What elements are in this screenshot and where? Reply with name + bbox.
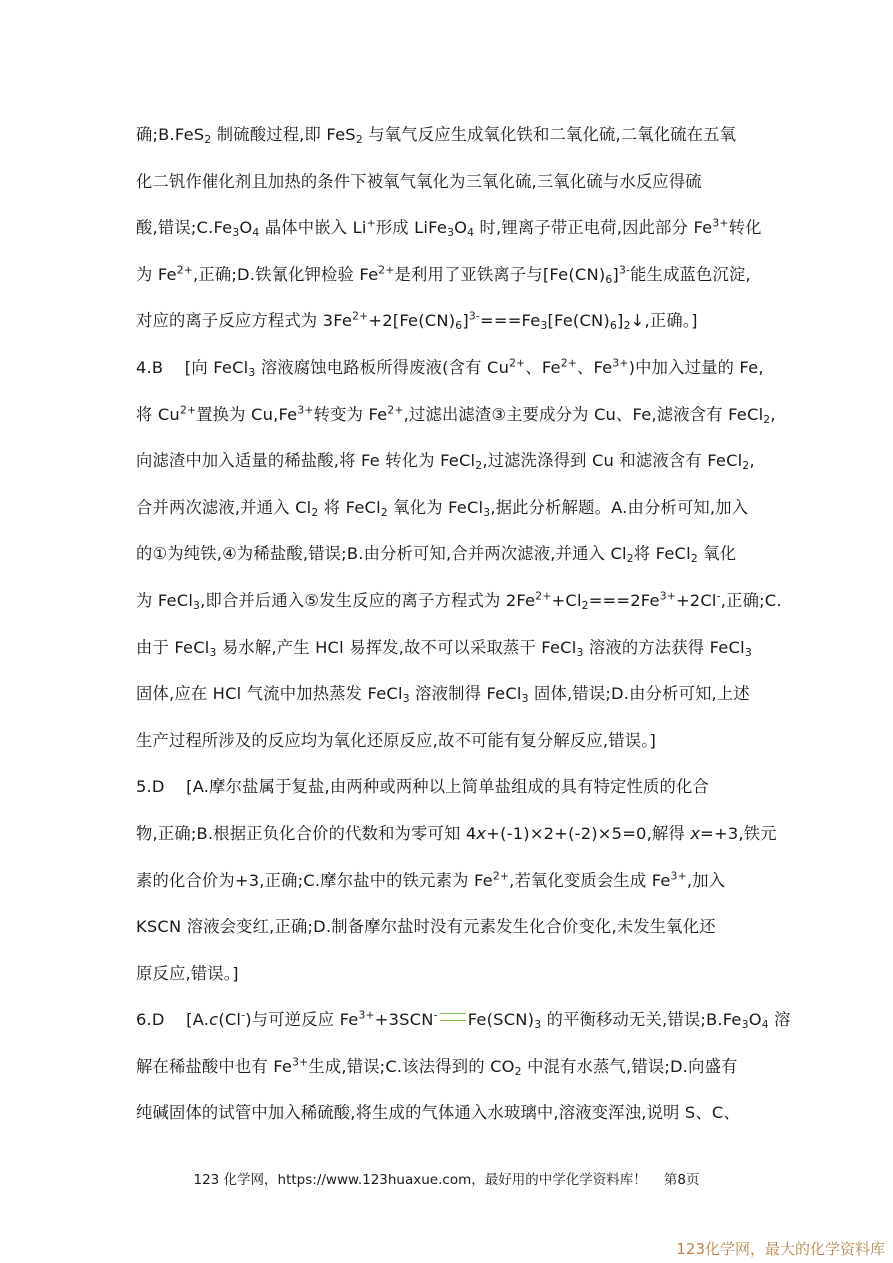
text-line xyxy=(136,438,758,485)
text-segment: ] xyxy=(462,311,469,331)
text-line xyxy=(136,159,758,206)
text-line xyxy=(136,1044,758,1091)
text-segment: ,正确;C. xyxy=(720,590,782,610)
text-segment: ,正确;D.铁氰化钾检验 Fe xyxy=(193,264,379,284)
text-segment: 物,正确;B.根据正负化合价的代数和为零可知 4 xyxy=(136,823,477,843)
text-segment: 溶液的方法获得 FeCl xyxy=(583,637,745,657)
text-segment: 溶液腐蚀电路板所得废液(含有 Cu xyxy=(255,357,510,377)
subscript: 3 xyxy=(744,645,752,659)
text-line xyxy=(136,578,782,625)
superscript: - xyxy=(241,1008,246,1022)
text-segment: ↓,正确。] xyxy=(630,311,698,331)
subscript: 6 xyxy=(609,319,618,333)
text-segment: 、Fe xyxy=(576,357,613,377)
italic-variable: x xyxy=(476,823,487,843)
text-segment: ,即合并后通入⑤发生反应的离子方程式为 2Fe xyxy=(200,590,536,610)
subscript: 2 xyxy=(475,459,483,473)
text-line xyxy=(136,718,758,765)
subscript: 2 xyxy=(626,552,634,566)
superscript: 3+ xyxy=(712,216,729,230)
superscript: 3+ xyxy=(358,1008,375,1022)
text-line xyxy=(136,811,777,858)
text-segment: 时,锂离子带正电荷,因此部分 Fe xyxy=(474,218,713,238)
text-segment: +(-1)×2+(-2)×5=0,解得 xyxy=(486,823,691,843)
subscript: 2 xyxy=(311,505,319,519)
subscript: 3 xyxy=(248,365,256,379)
text-segment: KSCN 溶液会变红,正确;D.制备摩尔盐时没有元素发生化合价变化,未发生氧化还 xyxy=(136,917,716,937)
page-footer xyxy=(0,1168,893,1188)
subscript: 2 xyxy=(514,1064,522,1078)
superscript: + xyxy=(366,216,376,230)
subscript: 6 xyxy=(455,319,463,333)
text-segment: 与氧气反应生成氧化铁和二氧化硫,二氧化硫在五氧 xyxy=(362,125,737,144)
subscript: 3 xyxy=(534,1018,542,1032)
text-segment: ===2Fe xyxy=(588,590,660,610)
subscript: 4 xyxy=(467,226,475,240)
superscript: 2+ xyxy=(535,589,552,603)
text-segment: O xyxy=(239,218,253,238)
superscript: - xyxy=(433,1008,438,1022)
text-segment: 将 Cu xyxy=(136,404,180,424)
text-segment: =+3,铁元 xyxy=(700,823,777,843)
text-segment: 固体,错误;D.由分析可知,上述 xyxy=(528,684,750,704)
text-segment: O xyxy=(454,218,468,238)
subscript: 2 xyxy=(355,133,363,146)
text-line xyxy=(136,112,758,159)
text-line xyxy=(136,764,758,811)
text-line xyxy=(136,485,758,532)
page-number: 第8页 xyxy=(663,1172,700,1188)
superscript: 2+ xyxy=(176,263,193,277)
subscript: 3 xyxy=(402,692,410,706)
subscript: 3 xyxy=(483,505,491,519)
superscript: 3+ xyxy=(612,356,629,370)
text-line xyxy=(136,858,758,905)
text-segment: [Fe(CN) xyxy=(547,311,610,331)
text-line xyxy=(136,392,776,439)
subscript: 3 xyxy=(521,692,529,706)
text-segment: 酸,错误;C.Fe xyxy=(136,218,233,238)
text-segment: ,若氧化变质会生成 Fe xyxy=(509,870,671,890)
equilibrium-arrow-icon xyxy=(440,1013,466,1021)
text-segment: 纯碱固体的试管中加入稀硫酸,将生成的气体通入水玻璃中,溶液变浑浊,说明 S、C、 xyxy=(136,1103,740,1123)
text-segment: 氧化 xyxy=(697,544,737,564)
text-segment: +3SCN xyxy=(374,1010,434,1030)
text-line xyxy=(136,1090,758,1137)
text-segment: +2Cl xyxy=(675,590,717,610)
text-segment: 原反应,错误。] xyxy=(136,963,239,983)
superscript: 2+ xyxy=(378,263,395,277)
superscript: 2+ xyxy=(560,356,577,370)
text-segment: 晶体中嵌入 Li xyxy=(259,218,367,238)
subscript: 2 xyxy=(581,598,589,612)
text-segment: 置换为 Cu,Fe xyxy=(196,404,298,424)
text-segment: )中加入过量的 Fe, xyxy=(628,357,764,377)
text-segment: 是利用了亚铁离子与[Fe(CN) xyxy=(394,264,606,284)
subscript: 2 xyxy=(204,133,212,146)
text-segment: )与可逆反应 Fe xyxy=(245,1010,359,1030)
subscript: 3 xyxy=(232,226,240,240)
text-line xyxy=(136,951,758,998)
text-segment: 生产过程所涉及的反应均为氧化还原反应,故不可能有复分解反应,错误。] xyxy=(136,730,657,750)
text-segment: 化二钒作催化剂且加热的条件下被氧气氧化为三氧化硫,三氧化硫与水反应得硫 xyxy=(136,171,702,191)
text-segment: 解在稀盐酸中也有 Fe xyxy=(136,1056,293,1076)
text-segment: 确;B.FeS xyxy=(136,125,205,144)
superscript: 2+ xyxy=(492,868,510,882)
text-line xyxy=(136,625,758,672)
text-segment: ,据此分析解题。A.由分析可知,加入 xyxy=(490,497,749,517)
text-segment: 6.D [A. xyxy=(136,1010,210,1030)
text-segment: +Cl xyxy=(551,590,582,610)
text-line xyxy=(136,904,758,951)
subscript: 6 xyxy=(605,272,613,286)
superscript: 3+ xyxy=(659,589,676,603)
text-segment: 溶 xyxy=(768,1010,791,1030)
text-segment: 转化 xyxy=(728,218,762,238)
superscript: - xyxy=(716,589,721,603)
text-segment: 转变为 Fe xyxy=(313,404,388,424)
text-segment: , xyxy=(749,451,755,471)
superscript: 3- xyxy=(468,309,481,323)
text-segment: 中混有水蒸气,错误;D.向盛有 xyxy=(521,1056,738,1076)
text-segment: 向滤渣中加入适量的稀盐酸,将 Fe 转化为 FeCl xyxy=(136,451,476,471)
text-line xyxy=(136,531,758,578)
text-segment: ,过滤出滤渣③主要成分为 Cu、Fe,滤液含有 FeCl xyxy=(403,404,764,424)
text-segment: 氧化为 FeCl xyxy=(387,497,484,517)
subscript: 3 xyxy=(447,226,455,240)
text-segment: ===Fe xyxy=(480,311,541,331)
text-line xyxy=(136,252,758,299)
text-segment: +2[Fe(CN) xyxy=(368,311,456,331)
subscript: 2 xyxy=(380,505,388,519)
text-segment: (Cl xyxy=(218,1010,242,1030)
subscript: 4 xyxy=(761,1018,769,1032)
subscript: 3 xyxy=(540,319,548,333)
text-segment: 将 FeCl xyxy=(318,497,381,517)
text-line xyxy=(136,671,758,718)
superscript: 3+ xyxy=(297,402,314,416)
text-segment: 素的化合价为+3,正确;C.摩尔盐中的铁元素为 Fe xyxy=(136,870,493,890)
text-segment: 固体,应在 HCl 气流中加热蒸发 FeCl xyxy=(136,684,403,704)
superscript: 3- xyxy=(618,263,631,277)
text-line xyxy=(136,205,762,252)
text-segment: 能生成蓝色沉淀, xyxy=(630,264,751,284)
subscript: 2 xyxy=(742,459,750,473)
superscript: 2+ xyxy=(352,309,369,323)
text-segment: 对应的离子反应方程式为 3Fe xyxy=(136,311,353,331)
subscript: 2 xyxy=(690,552,698,566)
subscript: 3 xyxy=(209,645,217,659)
text-segment: ] xyxy=(612,264,619,284)
text-segment: , xyxy=(770,404,776,424)
italic-variable: x xyxy=(690,823,701,843)
text-segment: O xyxy=(748,1010,762,1030)
subscript: 3 xyxy=(193,598,201,612)
superscript: 2+ xyxy=(509,356,526,370)
subscript: 2 xyxy=(623,319,631,333)
text-segment: 5.D [A.摩尔盐属于复盐,由两种或两种以上简单盐组成的具有特定性质的化合 xyxy=(136,777,709,797)
text-segment: 制硫酸过程,即 FeS xyxy=(211,125,356,144)
text-segment: 由于 FeCl xyxy=(136,637,210,657)
text-segment: 形成 LiFe xyxy=(375,218,448,238)
text-segment: 易水解,产生 HCl 易挥发,故不可以采取蒸干 FeCl xyxy=(216,637,577,657)
italic-variable: c xyxy=(209,1010,219,1030)
text-line xyxy=(136,345,764,392)
text-segment: 的平衡移动无关,错误;B.Fe xyxy=(541,1010,742,1030)
site-watermark: 123化学网，最大的化学资料库 xyxy=(676,1240,885,1258)
subscript: 3 xyxy=(741,1018,749,1032)
text-line xyxy=(136,298,758,345)
text-segment: 的①为纯铁,④为稀盐酸,错误;B.由分析可知,合并两次滤液,并通入 Cl xyxy=(136,544,627,564)
superscript: 2+ xyxy=(387,402,404,416)
subscript: 4 xyxy=(252,226,260,240)
subscript: 2 xyxy=(763,412,771,426)
superscript: 2+ xyxy=(179,402,197,416)
text-segment: 生成,错误;C.该法得到的 CO xyxy=(308,1056,515,1076)
answer-text-block xyxy=(136,112,791,1137)
text-segment: 溶液制得 FeCl xyxy=(409,684,522,704)
subscript: 3 xyxy=(576,645,584,659)
text-segment: ,加入 xyxy=(686,870,726,890)
text-segment: ] xyxy=(617,311,624,331)
superscript: 3+ xyxy=(292,1055,309,1069)
text-segment: ,过滤洗涤得到 Cu 和滤液含有 FeCl xyxy=(482,451,743,471)
footer-site-text: 123 化学网，https://www.123huaxue.com，最好用的中学化学资料库！ xyxy=(193,1172,647,1188)
text-segment: 合并两次滤液,并通入 Cl xyxy=(136,497,312,517)
text-line xyxy=(136,997,791,1044)
text-segment: 将 FeCl xyxy=(633,544,691,564)
text-segment: 、Fe xyxy=(525,357,561,377)
text-segment: 为 FeCl xyxy=(136,590,194,610)
text-segment: 为 Fe xyxy=(136,264,177,284)
text-segment: Fe(SCN) xyxy=(467,1010,535,1030)
superscript: 3+ xyxy=(670,868,687,882)
text-segment: 4.B [向 FeCl xyxy=(136,357,249,377)
